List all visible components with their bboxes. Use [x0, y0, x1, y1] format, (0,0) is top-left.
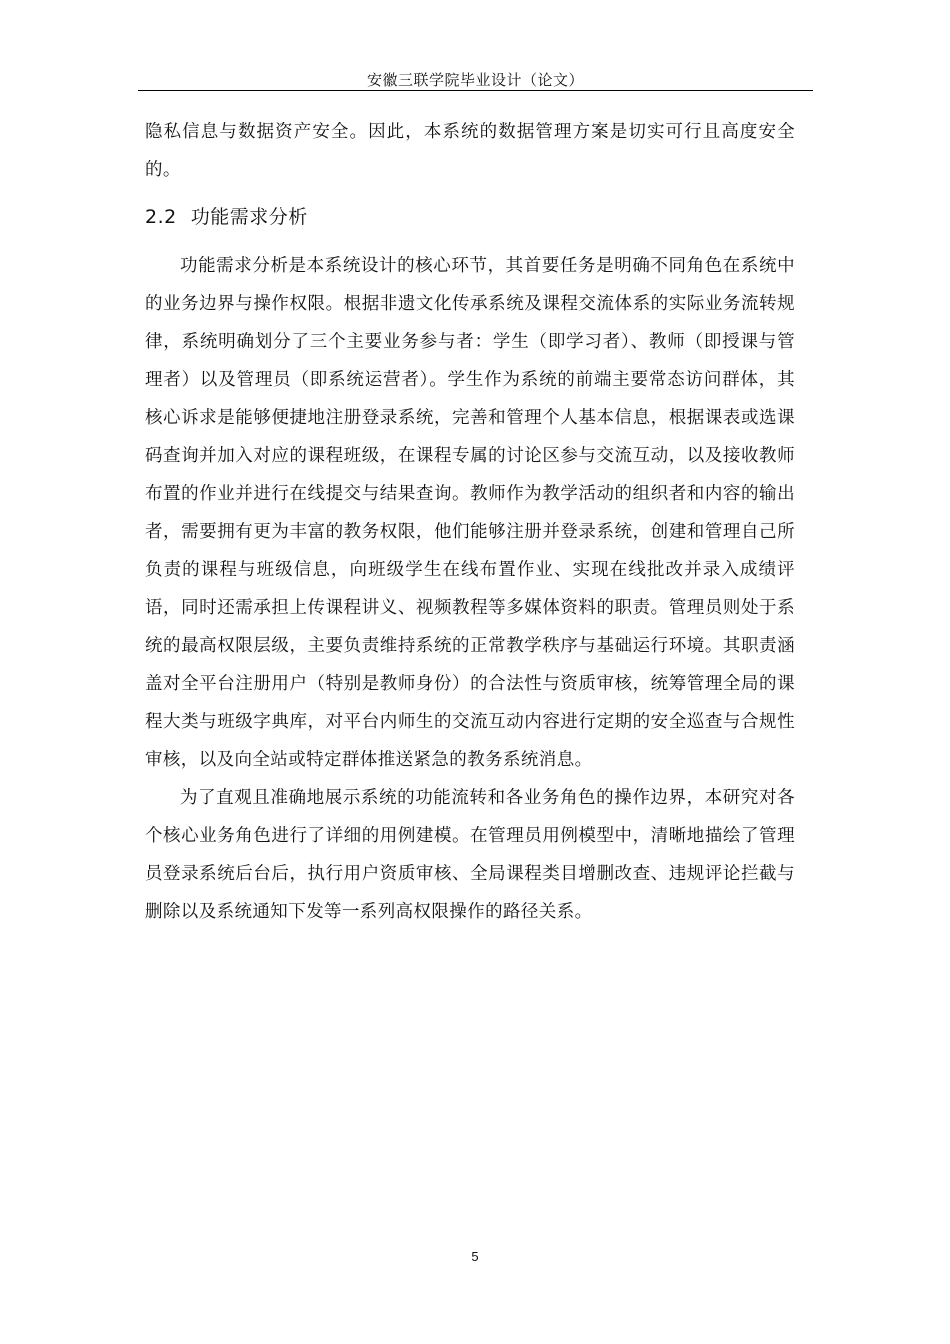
body-paragraph-1: 功能需求分析是本系统设计的核心环节，其首要任务是明确不同角色在系统中的业务边界与操作权限。根据非遗文化传承系统及课程交流体系的实际业务流转规律，系统明确划分了三个主要业务参与者：学生（即学习者）、教师（即授课与管理者）以及管理员（即系统运营者）。学生作为系统的前端主要常态访问群体，其核心诉求是能够便捷地注册登录系统，完善和管理个人基本信息，根据课表或选课码查询并加入对应的课程班级，在课程专属的讨论区参与交流互动，以及接收教师布置的作业并进行在线提交与结果查询。教师作为教学活动的组织者和内容的输出者，需要拥有更为丰富的教务权限，他们能够注册并登录系统，创建和管理自己所负责的课程与班级信息，向班级学生在线布置作业、实现在线批改并录入成绩评语，同时还需承担上传课程讲义、视频教程等多媒体资料的职责。管理员则处于系统的最高权限层级，主要负责维持系统的正常教学秩序与基础运行环境。其职责涵盖对全平台注册用户（特别是教师身份）的合法性与资质审核，统筹管理全局的课程大类与班级字典库，对平台内师生的交流互动内容进行定期的安全巡查与合规性审核，以及向全站或特定群体推送紧急的教务系统消息。 [145, 256, 795, 770]
section-number: 2.2 [145, 206, 177, 228]
body-paragraph-2: 为了直观且准确地展示系统的功能流转和各业务角色的操作边界，本研究对各个核心业务角色进行了详细的用例建模。在管理员用例模型中，清晰地描绘了管理员登录系统后台后，执行用户资质审核、全局课程类目增删改查、违规评论拦截与删除以及系统通知下发等一系列高权限操作的路径关系。 [145, 788, 795, 922]
document-body [145, 113, 795, 931]
page-number: 5 [471, 1249, 479, 1264]
section-heading [145, 197, 795, 237]
section-title: 功能需求分析 [190, 206, 308, 228]
intro-continuation-paragraph: 隐私信息与数据资产安全。因此，本系统的数据管理方案是切实可行且高度安全的。 [145, 122, 795, 180]
page-header [138, 68, 813, 91]
header-title: 安徽三联学院毕业设计（论文） [366, 71, 584, 89]
